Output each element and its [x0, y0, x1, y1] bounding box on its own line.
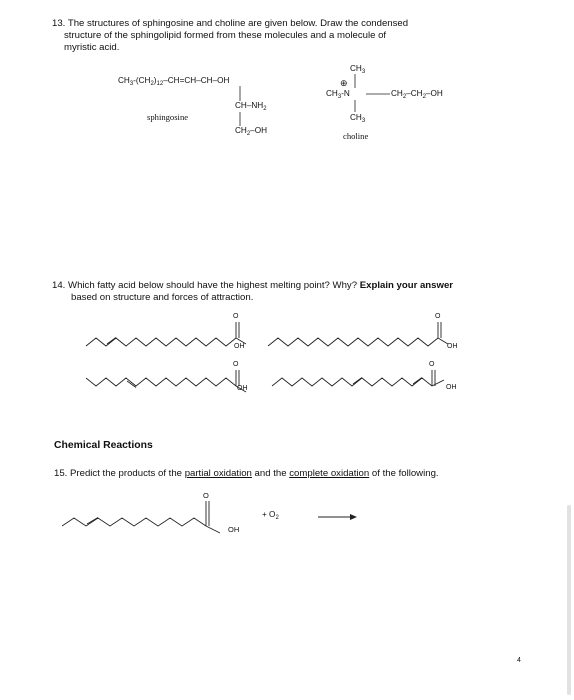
fatty-acid-1-oh: OH	[234, 343, 245, 350]
sphingosine-ch2oh: $CH_2-OH$	[235, 126, 268, 137]
choline-top-methyl: $CH_3$	[350, 64, 366, 75]
scrollbar[interactable]	[567, 505, 571, 695]
question-15: 15. Predict the products of the partial oxidation and the complete oxidation of the following.	[54, 468, 439, 479]
fatty-acid-3-o: O	[233, 361, 239, 368]
choline-n-row: $CH_3-N$	[326, 89, 350, 100]
fatty-acid-2-oh: OH	[447, 343, 458, 350]
question-13-line1: The structures of sphingosine and choline are given below. Draw the condensed	[67, 18, 409, 29]
reactant-o: O	[203, 491, 209, 500]
question-13-number: 13.	[52, 18, 66, 29]
reactant-oh: OH	[228, 525, 240, 534]
choline-ethanol: $CH_2-CH_2-OH$	[391, 89, 443, 100]
sphingosine-chain: $CH_3-(CH_2)_{12}-CH=CH-CH-OH$	[118, 76, 230, 87]
question-14-line2: based on structure and forces of attraction.	[71, 292, 254, 304]
choline-charge: ⊕	[340, 78, 348, 88]
choline-label: choline	[343, 131, 369, 141]
sphingosine-nh2: $CH-NH_2$	[235, 101, 267, 112]
fatty-acid-3-oh: OH	[237, 385, 248, 392]
choline-bottom-methyl: $CH_3$	[350, 113, 366, 124]
sphingosine-label: sphingosine	[147, 112, 189, 122]
reagent-oxygen: + $O_2$	[262, 510, 279, 521]
fatty-acid-2-o: O	[435, 313, 441, 320]
question-14-line1: Which fatty acid below should have the highest melting point? Why?	[68, 280, 360, 291]
partial-oxidation-term: partial oxidation	[184, 468, 252, 479]
fatty-acid-1-o: O	[233, 313, 239, 320]
page-number: 4	[517, 657, 521, 664]
fatty-acid-4-o: O	[429, 361, 435, 368]
question-13-line3: myristic acid.	[64, 42, 120, 54]
question-13-line2: structure of the sphingolipid formed from these molecules and a molecule of	[64, 30, 387, 42]
section-heading: Chemical Reactions	[54, 440, 153, 451]
fatty-acid-4-oh: OH	[446, 384, 457, 391]
question-15-number: 15.	[54, 468, 68, 479]
question-14-emphasis: Explain your answer	[359, 280, 454, 291]
question-14-number: 14.	[52, 280, 66, 291]
complete-oxidation-term: complete oxidation	[289, 468, 370, 479]
